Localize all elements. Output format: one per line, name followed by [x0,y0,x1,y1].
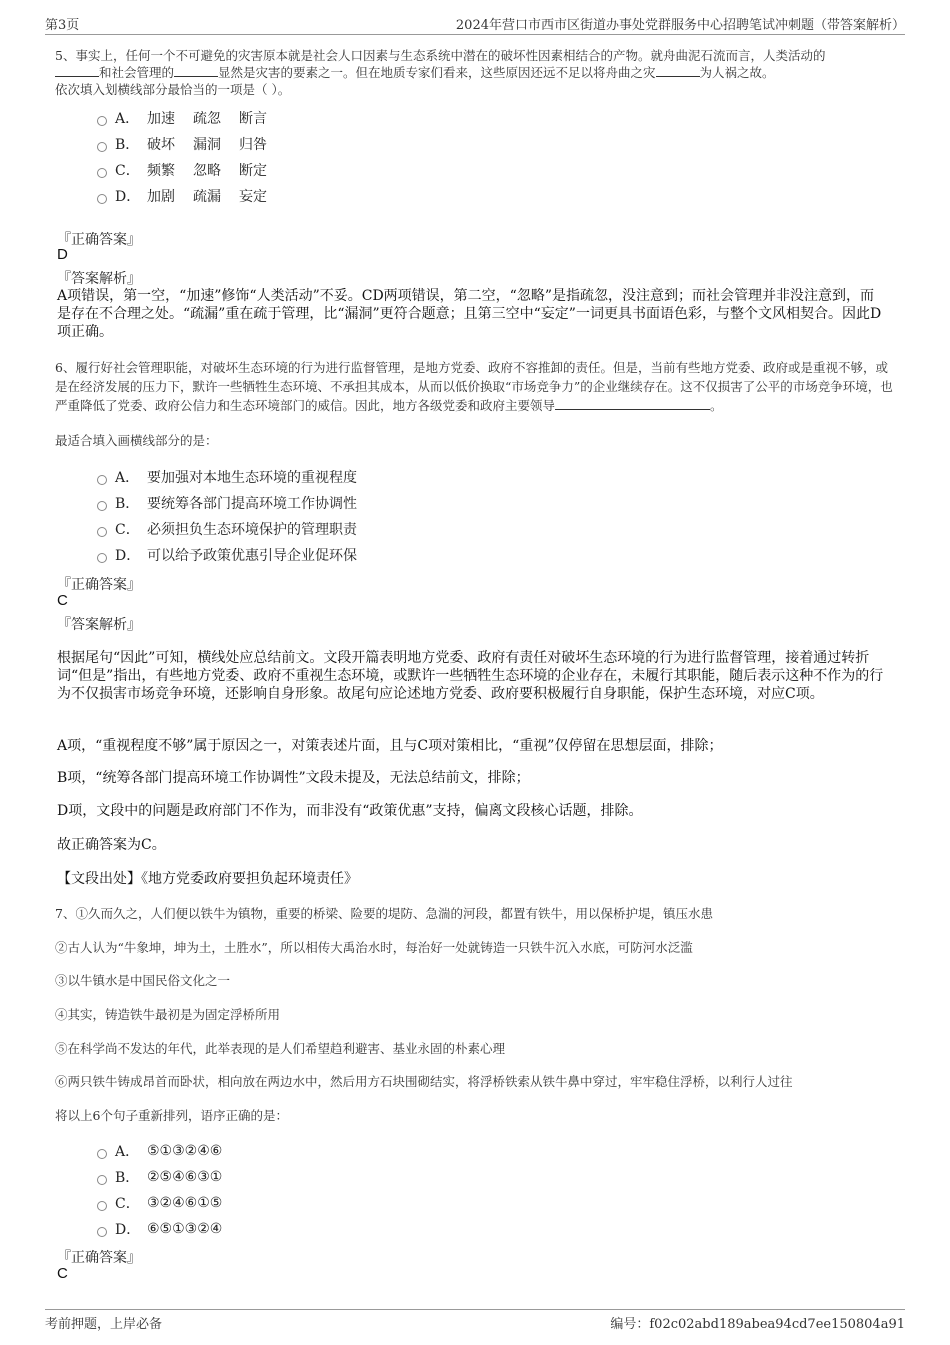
q5-option-c[interactable] [97,160,285,180]
option-word: 频繁 [147,163,175,179]
option-label: A． [115,1144,140,1160]
radio-icon[interactable] [97,527,107,537]
option-text: ②⑤④⑥③① [147,1169,223,1185]
radio-icon[interactable] [97,475,107,485]
q6-explanation-b: B项，“统筹各部门提高环境工作协调性”文段未提及，无法总结前文，排除； [57,770,530,786]
option-label: D． [115,548,141,564]
q5-line2 [55,64,900,81]
option-text: 可以给予政策优惠引导企业促环保 [147,548,357,564]
q7-option-c[interactable] [97,1193,222,1213]
option-word: 疏漏 [193,189,221,205]
q7-sentence-5: ⑤在科学尚不发达的年代，此举表现的是人们希望趋利避害、基业永固的朴素心理 [55,1041,506,1056]
q6-option-b[interactable] [97,493,357,513]
q6-stem-end: 。 [710,398,723,413]
q6-prompt: 最适合填入画横线部分的是： [55,433,218,448]
option-word: 漏洞 [193,137,221,153]
radio-icon[interactable] [97,553,107,563]
option-text: ⑤①③②④⑥ [147,1143,223,1159]
q7-option-a[interactable] [97,1141,222,1161]
option-label: D． [115,1222,141,1238]
question-5-stem [55,47,900,98]
q6-explanation-a: A项，“重视程度不够”属于原因之一，对策表述片面，且与C项对策相比，“重视”仅停留在思想层面，排除； [57,738,723,754]
blank [656,64,700,77]
option-text: 要统筹各部门提高环境工作协调性 [147,496,357,512]
radio-icon[interactable] [97,1227,107,1237]
q7-sentence-2: ②古人认为“牛象坤，坤为土，土胜水”，所以相传大禹治水时，每治好一处就铸造一只铁牛沉入水底，可防河水泛滥 [55,940,693,955]
option-label: B． [115,496,140,512]
footer-slogan: 考前押题，上岸必备 [45,1317,163,1332]
q6-stem-text: 6、履行好社会管理职能，对破坏生态环境的行为进行监督管理，是地方党委、政府不容推卸的责任。但是，当前有些地方党委、政府或是重视不够，或是在经济发展的压力下，默许一些牺牲生态环境、不承担其成本，从而以低价换取“市场竞争力”的企业继续存在。这不仅损害了公平的市场竞争环境，也严重降低了党委、政府公信力和生态环境部门的威信。因此，地方各级党委和政府主要领导 [55,360,893,413]
radio-icon[interactable] [97,1175,107,1185]
q7-answer: C [57,1265,68,1282]
option-word: 加剧 [147,189,175,205]
q5-answer: D [57,246,68,263]
option-label: B． [115,137,140,153]
q5-line1: 5、事实上，任何一个不可避免的灾害原本就是社会人口因素与生态系统中潜在的破坏性因素相结合的产物。就舟曲泥石流而言，人类活动的 [55,48,826,63]
q6-option-d[interactable] [97,545,357,565]
document-title: 2024年营口市西市区街道办事处党群服务中心招聘笔试冲刺题（带答案解析） [455,18,905,33]
q5-line3: 依次填入划横线部分最恰当的一项是（ ）。 [55,82,291,97]
radio-icon[interactable] [97,1201,107,1211]
q7-sentence-6: ⑥两只铁牛铸成昂首而卧状，相向放在两边水中，然后用方石块围砌结实，将浮桥铁索从铁牛鼻中穿过，牢牢稳住浮桥，以利行人过往 [55,1074,793,1089]
analysis-heading: 『答案解析』 [57,617,141,633]
q6-explanation-d: D项，文段中的问题是政府部门不作为，而非没有“政策优惠”支持，偏离文段核心话题，排除。 [57,803,643,819]
option-label: B． [115,1170,140,1186]
radio-icon[interactable] [97,168,107,178]
q6-answer: C [57,592,68,609]
radio-icon[interactable] [97,194,107,204]
question-6-stem [55,358,900,415]
q7-sentence-3: ③以牛镇水是中国民俗文化之一 [55,973,231,988]
blank [555,397,710,410]
radio-icon[interactable] [97,116,107,126]
q5-explanation: A项错误，第一空，“加速”修饰“人类活动”不妥。CD两项错误，第二空，“忽略”是指疏忽，没注意到；而社会管理并非没注意到，而是存在不合理之处。“疏漏”重在疏于管理，比“漏洞”更符合题意；且第三空中“妄定”一词更具书面语色彩，与整个文风相契合。因此D项正确。 [57,288,882,340]
footer-divider [45,1309,905,1310]
option-text: ⑥⑤①③②④ [147,1221,223,1237]
correct-answer-heading: 『正确答案』 [57,232,141,248]
q7-sentence-4: ④其实，铸造铁牛最初是为固定浮桥所用 [55,1007,281,1022]
option-label: C． [115,163,140,179]
option-word: 断言 [239,111,267,127]
option-word: 疏忽 [193,111,221,127]
q7-option-b[interactable] [97,1167,222,1187]
radio-icon[interactable] [97,142,107,152]
option-word: 妄定 [239,189,267,205]
option-word: 断定 [239,163,267,179]
option-label: D． [115,189,141,205]
option-label: C． [115,1196,140,1212]
q7-option-d[interactable] [97,1219,222,1239]
q6-option-c[interactable] [97,519,357,539]
header-divider [45,34,905,35]
q5-option-d[interactable] [97,186,285,206]
blank [174,64,218,77]
q5-option-a[interactable] [97,108,285,128]
q6-conclusion: 故正确答案为C。 [57,837,166,853]
q5-text: 显然是灾害的要素之一。但在地质专家们看来，这些原因还远不足以将舟曲之灾 [218,65,656,80]
q7-prompt: 将以上6个句子重新排列，语序正确的是： [55,1108,288,1123]
q5-text: 和社会管理的 [99,65,175,80]
option-word: 忽略 [193,163,221,179]
q6-explanation-main: 根据尾句“因此”可知，横线处应总结前文。文段开篇表明地方党委、政府有责任对破坏生态环境的行为进行监督管理，接着通过转折词“但是”指出，有些地方党委、政府不重视生态环境，或默许一些牺牲生态环境的企业存在，未履行其职能，随后表示这种不作为的行为不仅损害市场竞争环境，还影响自身形象。故尾句应论述地方党委、政府要积极履行自身职能，保护生态环境，对应C项。 [57,650,884,702]
option-text: 要加强对本地生态环境的重视程度 [147,470,357,486]
q5-text: 为人祸之故。 [699,65,775,80]
option-text: ③②④⑥①⑤ [147,1195,223,1211]
correct-answer-heading: 『正确答案』 [57,1250,141,1266]
radio-icon[interactable] [97,1149,107,1159]
option-label: A． [115,111,140,127]
q5-option-b[interactable] [97,134,285,154]
q6-option-a[interactable] [97,467,357,487]
option-word: 加速 [147,111,175,127]
blank [55,64,99,77]
q7-sentence-1: 7、①久而久之，人们便以铁牛为镇物，重要的桥梁、险要的堤防、急湍的河段，都置有铁牛，用以保桥护堤，镇压水患 [55,906,713,921]
page-number: 第3页 [45,18,80,33]
q6-source: 【文段出处】《地方党委政府要担负起环境责任》 [57,871,358,887]
analysis-heading: 『答案解析』 [57,271,141,287]
option-label: C． [115,522,140,538]
correct-answer-heading: 『正确答案』 [57,577,141,593]
option-word: 破坏 [147,137,175,153]
option-label: A． [115,470,140,486]
option-text: 必须担负生态环境保护的管理职责 [147,522,357,538]
option-word: 归咎 [239,137,267,153]
radio-icon[interactable] [97,501,107,511]
document-id: 编号：f02c02abd189abea94cd7ee150804a91 [610,1317,905,1332]
